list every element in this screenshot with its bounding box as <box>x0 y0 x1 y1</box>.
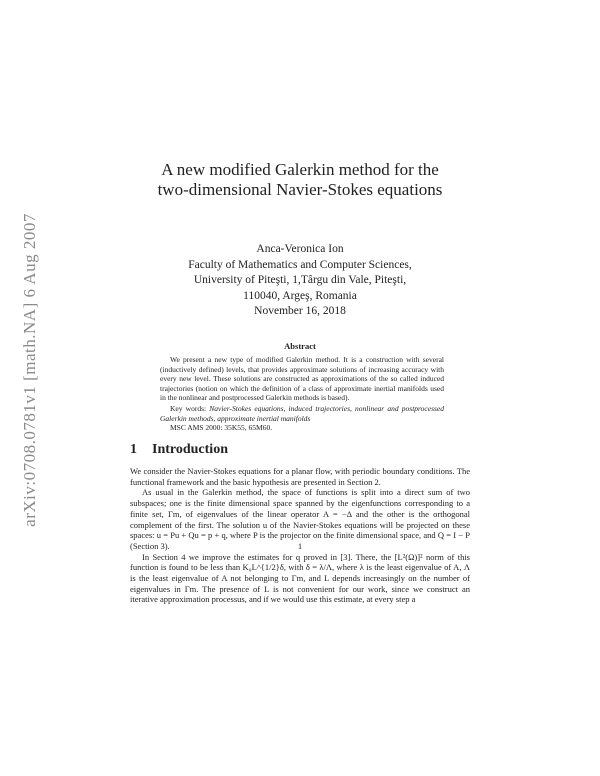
paper-title <box>130 160 470 200</box>
keywords-label: Key words: <box>170 403 207 413</box>
paper-date: November 16, 2018 <box>254 305 346 317</box>
page-number: 1 <box>297 541 303 551</box>
abstract-body <box>160 355 444 433</box>
arxiv-sidebar-stamp <box>8 160 52 580</box>
abstract-heading: Abstract <box>284 341 316 351</box>
paragraph-2: As usual in the Galerkin method, the space of functions is split into a direct sum of two subspaces; one is the finite dimensional space spanned by the eigenfunctions corresponding to a finite set, Γm, of eigenvalues of the linear operator A = −Δ and the other is the orthogonal complement of the first. The solution u of the Navier-Stokes equations will be projected on these spaces: u = Pu + Qu = p + q, where P is the projector on the finite dimensional space, and Q = I − P (Section 3). <box>130 487 470 551</box>
section-heading-introduction <box>130 442 470 458</box>
keywords-line <box>160 404 444 423</box>
title-line-2: two-dimensional Navier-Stokes equations <box>157 180 443 199</box>
title-line-1: A new modified Galerkin method for the <box>161 160 439 179</box>
author-block <box>130 242 470 304</box>
author-name: Anca-Veronica Ion <box>256 243 344 255</box>
abstract-text: We present a new type of modified Galerkin method. It is a construction with several (inductively defined) levels, that provides approximate solutions of increasing accuracy with every new level. These solutions are constructed as approximations of the so called induced trajectories (notion on which the definition of a class of approximate inertial manifolds used in the nonlinear and postprocessed Galerkin methods is based). <box>160 355 444 403</box>
arxiv-identifier: arXiv:0708.0781v1 [math.NA] 6 Aug 2007 <box>20 213 39 527</box>
msc-line: MSC AMS 2000: 35K55, 65M60. <box>170 423 273 433</box>
paragraph-3: In Section 4 we improve the estimates for q proved in [3]. There, the [L²(Ω)]² norm of this function is found to be less than K₀L^{1/2}δ, with δ = λ/Λ, where λ is the least eigenvalue of A, Λ is the least eigenvalue of A not belonging to Γm, and L depends increasingly on the number of eigenvalues in Γm. The presence of L is not convenient for our work, since we construct an iterative approximation processus, and if we would use this estimate, at every step a <box>130 551 470 605</box>
section-title: Introduction <box>152 442 228 457</box>
section-number: 1 <box>130 442 137 457</box>
keywords-text: Navier-Stokes equations, induced trajectories, nonlinear and postprocessed Galerkin methods, approximate inertial manifolds <box>160 403 444 423</box>
paragraph-1: We consider the Navier-Stokes equations for a planar flow, with periodic boundary conditions. The functional framework and the basic hypothesis are presented in Section 2. <box>130 466 470 487</box>
affiliation-line-1: Faculty of Mathematics and Computer Sciences, <box>188 258 412 271</box>
affiliation-line-2: University of Piteşti, 1,Târgu din Vale, Piteşti, <box>193 274 407 286</box>
affiliation-line-3: 110040, Argeş, Romania <box>243 289 357 302</box>
section-body <box>130 466 470 605</box>
